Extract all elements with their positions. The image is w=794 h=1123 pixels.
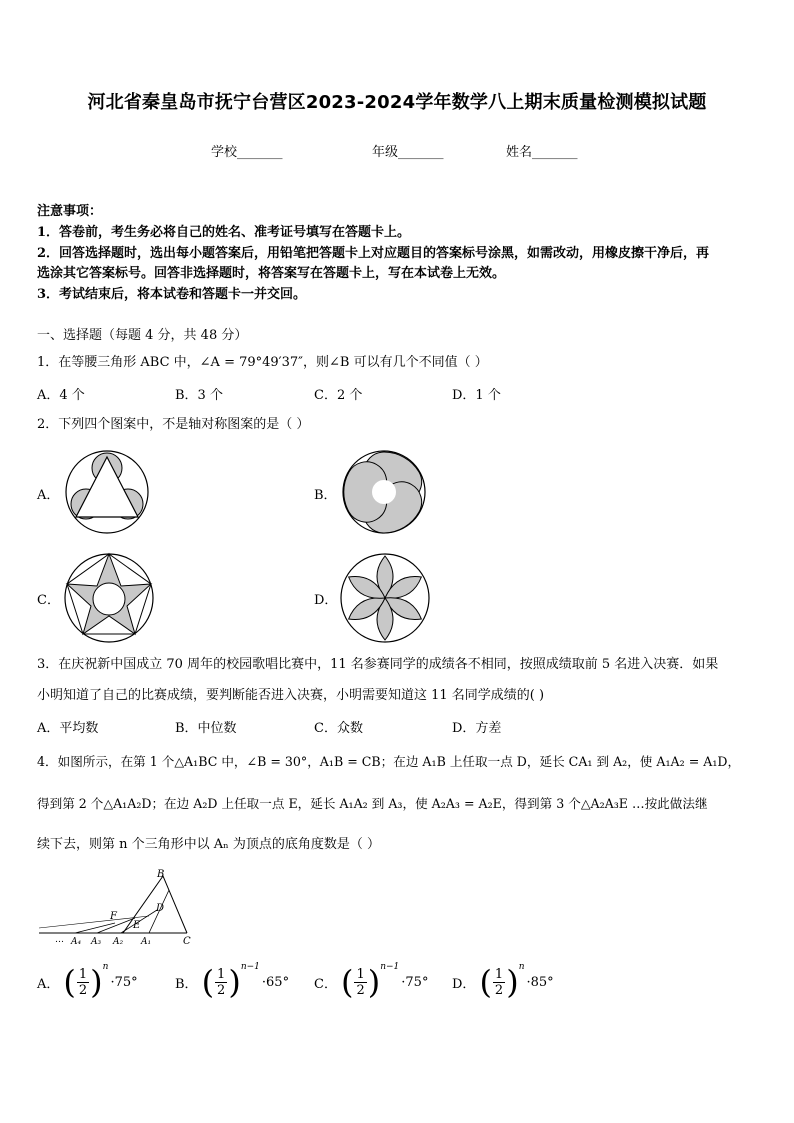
q4-option-a	[37, 962, 138, 1002]
page-title: 河北省秦皇岛市抚宁台营区2023-2024学年数学八上期末质量检测模拟试题	[87, 92, 707, 113]
fraction	[354, 967, 366, 998]
q4-option-c	[314, 962, 428, 1002]
question-1-stem: 1．在等腰三角形 ABC 中，∠A = 79°49′37″，则∠B 可以有几个不同值（ ）	[37, 355, 488, 370]
exponent: n−1	[240, 962, 260, 972]
label-a3: A₃	[91, 937, 102, 947]
q2-option-d-label: D．	[314, 593, 338, 608]
tail: ·65°	[261, 974, 290, 990]
label-a1: A₁	[141, 937, 152, 947]
paren-close: )	[90, 963, 103, 1001]
paren-open: (	[479, 963, 492, 1001]
notice-heading: 注意事项：	[37, 204, 103, 219]
q1-option-c: C．2 个	[314, 388, 363, 403]
notice-item: 选涂其它答案标号。回答非选择题时，将答案写在答题卡上，写在本试卷上无效。	[37, 266, 506, 281]
question-4-line-2: 得到第 2 个△A₁A₂D；在边 A₂D 上任取一点 E，延长 A₁A₂ 到 A₃，使 A₂A₃ = A₂E，得到第 3 个△A₂A₃E …按此做法继	[37, 796, 708, 811]
q4-option-c-letter: C．	[314, 976, 337, 992]
q4-option-d	[452, 962, 554, 1002]
notice-item: 3．考试结束后，将本试卷和答题卡一并交回。	[37, 287, 307, 302]
figure-d-flower-circle	[339, 552, 431, 644]
q2-option-b-label: B．	[314, 488, 337, 503]
label-a4: A₄	[71, 937, 82, 947]
figure-c-star-pentagon	[63, 552, 155, 644]
label-e: E	[133, 920, 141, 931]
question-3-line-2: 小明知道了自己的比赛成绩，要判断能否进入决赛，小明需要知道这 11 名同学成绩的( )	[37, 688, 545, 703]
q2-option-a-label: A．	[37, 488, 60, 503]
fraction-numerator: 1	[494, 966, 504, 982]
figure-q4-triangles	[37, 866, 197, 948]
paren-open: (	[63, 963, 76, 1001]
question-3-line-1: 3．在庆祝新中国成立 70 周年的校园歌唱比赛中，11 名参赛同学的成绩各不相同，按照成绩取前 5 名进入决赛．如果	[37, 657, 719, 672]
label-a2: A₂	[113, 937, 124, 947]
section-heading: 一、选择题（每题 4 分，共 48 分）	[37, 328, 248, 343]
tail: ·75°	[401, 974, 429, 990]
fraction-denominator: 2	[78, 982, 88, 998]
fraction-numerator: 1	[217, 966, 226, 982]
q1-option-a: A．4 个	[37, 388, 85, 403]
fraction	[215, 967, 227, 998]
school-field: 学校_______	[211, 145, 283, 160]
name-field: 姓名_______	[506, 145, 578, 160]
fraction-denominator: 2	[217, 982, 226, 998]
paren-open: (	[201, 963, 215, 1001]
question-4-line-3: 续下去，则第 n 个三角形中以 Aₙ 为顶点的底角度数是（ ）	[37, 837, 381, 852]
figure-a-triangle-circle	[64, 449, 150, 535]
label-ellipsis: …	[55, 935, 64, 945]
grade-field: 年级_______	[372, 145, 444, 160]
paren-close: )	[367, 963, 381, 1001]
exponent: n	[518, 962, 525, 972]
q3-option-b: B．中位数	[175, 721, 237, 736]
q1-option-b: B．3 个	[175, 388, 223, 403]
fraction	[493, 967, 505, 998]
question-4-line-1: 4．如图所示，在第 1 个△A₁BC 中，∠B = 30°，A₁B = CB；在边 A₁B 上任取一点 D，延长 CA₁ 到 A₂，使 A₁A₂ = A₁D，	[37, 754, 741, 769]
label-c: C	[183, 936, 191, 947]
fraction-denominator: 2	[494, 982, 504, 998]
q4-option-b-letter: B．	[175, 976, 198, 992]
q1-option-d: D．1 个	[452, 388, 501, 403]
q3-option-a: A．平均数	[37, 721, 99, 736]
exponent: n−1	[380, 962, 400, 972]
fraction-numerator: 1	[78, 966, 88, 982]
label-f: F	[110, 911, 117, 922]
paren-close: )	[228, 963, 241, 1001]
fraction	[77, 967, 89, 998]
q4-option-d-letter: D．	[452, 976, 476, 992]
q4-option-a-letter: A．	[37, 976, 60, 992]
paren-open: (	[340, 963, 354, 1001]
tail: ·75°	[110, 974, 138, 990]
fraction-numerator: 1	[356, 966, 365, 982]
tail: ·85°	[526, 974, 554, 990]
question-2-stem: 2．下列四个图案中，不是轴对称图案的是（ ）	[37, 417, 310, 432]
q3-option-c: C．众数	[314, 721, 363, 736]
fraction-denominator: 2	[356, 982, 365, 998]
exponent: n	[102, 962, 109, 972]
notice-item: 2．回答选择题时，选出每小题答案后，用铅笔把答题卡上对应题目的答案标号涂黑，如需改动，用橡皮擦干净后，再	[37, 246, 710, 261]
figure-b-swirl-circle	[341, 449, 427, 535]
q3-option-d: D．方差	[452, 721, 502, 736]
label-b: B	[157, 869, 165, 880]
paren-close: )	[506, 963, 519, 1001]
notice-item: 1．答卷前，考生务必将自己的姓名、准考证号填写在答题卡上。	[37, 225, 411, 240]
label-d: D	[156, 903, 165, 914]
q2-option-c-label: C．	[37, 593, 60, 608]
q4-option-b	[175, 962, 289, 1002]
